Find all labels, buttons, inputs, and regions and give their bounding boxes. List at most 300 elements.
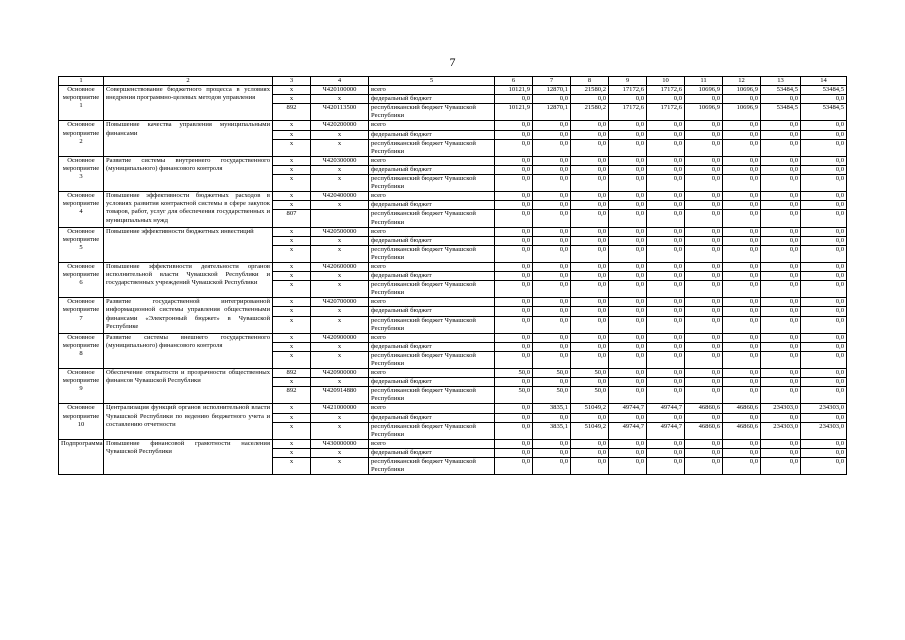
budget-code: Ч430000000 [311,439,369,448]
budget-code: x [311,413,369,422]
funding-source: федеральный бюджет [369,307,495,316]
admin-code: x [273,86,311,95]
budget-code: Ч420700000 [311,298,369,307]
amount-cell: 0,0 [801,298,847,307]
table-row [59,156,847,165]
amount-cell: 0,0 [801,156,847,165]
amount-cell: 0,0 [533,227,571,236]
amount-cell: 0,0 [723,458,761,475]
funding-source: всего [369,298,495,307]
amount-cell: 0,0 [723,298,761,307]
amount-cell: 0,0 [647,210,685,227]
amount-cell: 0,0 [647,316,685,333]
amount-cell: 53484,5 [801,104,847,121]
budget-code: Ч420900000 [311,369,369,378]
amount-cell: 0,0 [723,175,761,192]
amount-cell: 0,0 [647,439,685,448]
amount-cell: 0,0 [571,262,609,271]
amount-cell: 0,0 [723,272,761,281]
table-row [59,333,847,342]
header-cell-13: 13 [761,77,801,86]
amount-cell: 0,0 [801,227,847,236]
funding-source: федеральный бюджет [369,378,495,387]
amount-cell: 0,0 [685,236,723,245]
amount-cell: 0,0 [723,333,761,342]
admin-code: x [273,272,311,281]
funding-source: всего [369,192,495,201]
amount-cell: 0,0 [609,95,647,104]
amount-cell: 0,0 [495,130,533,139]
amount-cell: 0,0 [685,192,723,201]
amount-cell: 0,0 [647,95,685,104]
funding-source: республиканский бюджет Чувашской Республики [369,351,495,368]
amount-cell: 0,0 [723,139,761,156]
admin-code: x [273,458,311,475]
amount-cell: 0,0 [571,272,609,281]
amount-cell: 0,0 [685,439,723,448]
amount-cell: 0,0 [571,165,609,174]
amount-cell: 0,0 [761,192,801,201]
amount-cell: 0,0 [801,369,847,378]
amount-cell: 0,0 [647,458,685,475]
amount-cell: 0,0 [801,387,847,404]
amount-cell: 0,0 [609,316,647,333]
amount-cell: 17172,6 [647,104,685,121]
amount-cell: 0,0 [685,156,723,165]
amount-cell: 0,0 [647,448,685,457]
amount-cell: 0,0 [495,351,533,368]
amount-cell: 0,0 [801,413,847,422]
amount-cell: 0,0 [609,439,647,448]
amount-cell: 0,0 [761,369,801,378]
amount-cell: 0,0 [609,130,647,139]
amount-cell: 0,0 [571,236,609,245]
amount-cell: 0,0 [533,439,571,448]
amount-cell: 0,0 [495,262,533,271]
amount-cell: 0,0 [571,333,609,342]
amount-cell: 0,0 [685,298,723,307]
amount-cell: 0,0 [495,245,533,262]
amount-cell: 0,0 [761,387,801,404]
amount-cell: 0,0 [801,342,847,351]
admin-code: x [273,175,311,192]
header-cell-11: 11 [685,77,723,86]
admin-code: 892 [273,387,311,404]
header-cell-14: 14 [801,77,847,86]
admin-code: x [273,281,311,298]
amount-cell: 0,0 [571,201,609,210]
amount-cell: 0,0 [761,351,801,368]
amount-cell: 10121,9 [495,86,533,95]
amount-cell: 3835,1 [533,404,571,413]
amount-cell: 10696,9 [723,104,761,121]
admin-code: x [273,413,311,422]
amount-cell: 0,0 [533,351,571,368]
event-name: Подпрограмма [59,439,104,474]
amount-cell: 0,0 [609,281,647,298]
amount-cell: 0,0 [647,272,685,281]
amount-cell: 53484,5 [761,86,801,95]
amount-cell: 0,0 [723,130,761,139]
amount-cell: 0,0 [571,439,609,448]
event-name: Основное мероприятие 2 [59,121,104,156]
budget-code: x [311,165,369,174]
amount-cell: 0,0 [609,175,647,192]
event-description: Повышение эффективности бюджетных инвестиций [104,227,273,262]
amount-cell: 0,0 [647,175,685,192]
admin-code: x [273,236,311,245]
table-row [59,404,847,413]
amount-cell: 0,0 [609,272,647,281]
budget-code: Ч420100000 [311,86,369,95]
amount-cell: 0,0 [761,130,801,139]
page-number: 7 [449,55,456,69]
amount-cell: 0,0 [761,448,801,457]
amount-cell: 0,0 [609,342,647,351]
funding-source: всего [369,227,495,236]
amount-cell: 53484,5 [801,86,847,95]
amount-cell: 50,0 [533,369,571,378]
amount-cell: 0,0 [723,165,761,174]
amount-cell: 0,0 [801,439,847,448]
amount-cell: 53484,5 [761,104,801,121]
amount-cell: 10696,9 [723,86,761,95]
amount-cell: 0,0 [495,139,533,156]
amount-cell: 0,0 [685,165,723,174]
amount-cell: 0,0 [571,175,609,192]
funding-source: всего [369,439,495,448]
funding-source: всего [369,369,495,378]
amount-cell: 0,0 [533,342,571,351]
header-row [59,77,847,86]
budget-code: x [311,307,369,316]
event-description: Развитие системы внутреннего государственного (муниципального) финансового контроля [104,156,273,191]
amount-cell: 0,0 [571,413,609,422]
budget-code [311,210,369,227]
amount-cell: 0,0 [685,227,723,236]
funding-source: федеральный бюджет [369,272,495,281]
admin-code: x [273,404,311,413]
amount-cell: 50,0 [571,369,609,378]
budget-code: x [311,95,369,104]
funding-source: федеральный бюджет [369,342,495,351]
amount-cell: 0,0 [533,236,571,245]
budget-code: x [311,130,369,139]
admin-code: x [273,121,311,130]
amount-cell: 0,0 [647,333,685,342]
header-cell-2: 2 [104,77,273,86]
amount-cell: 10696,9 [685,104,723,121]
amount-cell: 0,0 [495,175,533,192]
amount-cell: 0,0 [723,210,761,227]
amount-cell: 0,0 [723,281,761,298]
amount-cell: 0,0 [571,156,609,165]
funding-source: федеральный бюджет [369,413,495,422]
budget-code: x [311,281,369,298]
funding-source: всего [369,262,495,271]
event-name: Основное мероприятие 10 [59,404,104,439]
budget-code: x [311,201,369,210]
table-row [59,298,847,307]
header-cell-6: 6 [495,77,533,86]
amount-cell: 0,0 [495,272,533,281]
amount-cell: 0,0 [685,369,723,378]
funding-source: республиканский бюджет Чувашской Республики [369,104,495,121]
amount-cell: 0,0 [571,307,609,316]
amount-cell: 0,0 [647,156,685,165]
event-name: Основное мероприятие 1 [59,86,104,121]
header-cell-5: 5 [369,77,495,86]
amount-cell: 0,0 [723,342,761,351]
amount-cell: 0,0 [647,298,685,307]
amount-cell: 0,0 [801,307,847,316]
header-cell-3: 3 [273,77,311,86]
amount-cell: 0,0 [801,378,847,387]
amount-cell: 46860,6 [723,404,761,413]
amount-cell: 0,0 [685,139,723,156]
amount-cell: 0,0 [801,210,847,227]
amount-cell: 0,0 [801,458,847,475]
amount-cell: 0,0 [609,139,647,156]
amount-cell: 0,0 [761,236,801,245]
amount-cell: 0,0 [533,95,571,104]
amount-cell: 0,0 [571,245,609,262]
header-cell-7: 7 [533,77,571,86]
header-cell-10: 10 [647,77,685,86]
amount-cell: 49744,7 [647,404,685,413]
funding-source: всего [369,86,495,95]
amount-cell: 0,0 [685,245,723,262]
budget-code: Ч420914880 [311,387,369,404]
funding-source: федеральный бюджет [369,236,495,245]
amount-cell: 0,0 [609,369,647,378]
admin-code: x [273,245,311,262]
amount-cell: 0,0 [533,245,571,262]
amount-cell: 0,0 [647,262,685,271]
amount-cell: 0,0 [571,227,609,236]
admin-code: x [273,165,311,174]
amount-cell: 0,0 [801,130,847,139]
amount-cell: 0,0 [801,448,847,457]
event-name: Основное мероприятие 9 [59,369,104,404]
amount-cell: 0,0 [685,351,723,368]
amount-cell: 0,0 [685,95,723,104]
amount-cell: 0,0 [533,448,571,457]
amount-cell: 21580,2 [571,104,609,121]
amount-cell: 50,0 [533,387,571,404]
amount-cell: 0,0 [761,281,801,298]
amount-cell: 0,0 [685,210,723,227]
admin-code: x [273,378,311,387]
amount-cell: 50,0 [495,387,533,404]
amount-cell: 0,0 [609,307,647,316]
amount-cell: 0,0 [801,139,847,156]
amount-cell: 0,0 [533,130,571,139]
header-cell-1: 1 [59,77,104,86]
admin-code: x [273,333,311,342]
amount-cell: 0,0 [571,130,609,139]
amount-cell: 0,0 [571,281,609,298]
amount-cell: 0,0 [685,201,723,210]
amount-cell: 0,0 [723,201,761,210]
amount-cell: 0,0 [609,165,647,174]
amount-cell: 0,0 [533,458,571,475]
amount-cell: 0,0 [801,351,847,368]
amount-cell: 0,0 [761,210,801,227]
amount-cell: 0,0 [685,378,723,387]
amount-cell: 0,0 [723,121,761,130]
amount-cell: 0,0 [495,281,533,298]
amount-cell: 0,0 [761,378,801,387]
header-cell-4: 4 [311,77,369,86]
amount-cell: 0,0 [533,121,571,130]
amount-cell: 0,0 [533,307,571,316]
amount-cell: 0,0 [801,165,847,174]
amount-cell: 0,0 [801,333,847,342]
event-name: Основное мероприятие 3 [59,156,104,191]
amount-cell: 0,0 [495,156,533,165]
admin-code: x [273,307,311,316]
amount-cell: 0,0 [495,165,533,174]
event-name: Основное мероприятие 7 [59,298,104,333]
amount-cell: 0,0 [495,307,533,316]
amount-cell: 0,0 [761,413,801,422]
table-row [59,369,847,378]
funding-source: всего [369,404,495,413]
amount-cell: 0,0 [571,378,609,387]
amount-cell: 0,0 [571,121,609,130]
admin-code: x [273,298,311,307]
amount-cell: 21580,2 [571,86,609,95]
budget-code: Ч420113500 [311,104,369,121]
amount-cell: 10121,9 [495,104,533,121]
budget-code: Ч420500000 [311,227,369,236]
amount-cell: 0,0 [609,351,647,368]
amount-cell: 0,0 [495,422,533,439]
admin-code: x [273,192,311,201]
budget-code: x [311,458,369,475]
amount-cell: 0,0 [761,121,801,130]
budget-code: x [311,378,369,387]
amount-cell: 50,0 [571,387,609,404]
amount-cell: 0,0 [761,298,801,307]
amount-cell: 0,0 [723,95,761,104]
budget-code: x [311,316,369,333]
amount-cell: 0,0 [723,245,761,262]
event-name: Основное мероприятие 5 [59,227,104,262]
amount-cell: 0,0 [647,201,685,210]
amount-cell: 0,0 [609,298,647,307]
amount-cell: 0,0 [533,272,571,281]
amount-cell: 234303,0 [761,404,801,413]
amount-cell: 234303,0 [801,404,847,413]
funding-source: всего [369,156,495,165]
amount-cell: 0,0 [685,281,723,298]
amount-cell: 0,0 [495,439,533,448]
amount-cell: 234303,0 [761,422,801,439]
amount-cell: 46860,6 [723,422,761,439]
amount-cell: 0,0 [571,210,609,227]
table-row [59,439,847,448]
funding-source: всего [369,121,495,130]
admin-code: x [273,156,311,165]
event-name: Основное мероприятие 8 [59,333,104,368]
amount-cell: 0,0 [723,439,761,448]
amount-cell: 0,0 [571,298,609,307]
admin-code: x [273,130,311,139]
amount-cell: 0,0 [761,95,801,104]
amount-cell: 0,0 [495,448,533,457]
amount-cell: 0,0 [685,175,723,192]
amount-cell: 0,0 [723,369,761,378]
admin-code: x [273,351,311,368]
amount-cell: 0,0 [609,262,647,271]
amount-cell: 0,0 [533,210,571,227]
funding-source: федеральный бюджет [369,448,495,457]
amount-cell: 0,0 [495,210,533,227]
amount-cell: 0,0 [801,316,847,333]
amount-cell: 0,0 [647,342,685,351]
admin-code: x [273,422,311,439]
amount-cell: 0,0 [571,95,609,104]
amount-cell: 0,0 [647,130,685,139]
amount-cell: 0,0 [761,458,801,475]
amount-cell: 0,0 [647,369,685,378]
amount-cell: 0,0 [685,121,723,130]
amount-cell: 3835,1 [533,422,571,439]
amount-cell: 0,0 [801,236,847,245]
amount-cell: 0,0 [647,307,685,316]
amount-cell: 0,0 [761,165,801,174]
table-row [59,121,847,130]
amount-cell: 0,0 [571,458,609,475]
amount-cell: 0,0 [533,165,571,174]
amount-cell: 0,0 [533,156,571,165]
amount-cell: 0,0 [647,192,685,201]
event-description: Совершенствование бюджетного процесса в условиях внедрения программно-целевых методов управления [104,86,273,121]
budget-code: x [311,422,369,439]
amount-cell: 0,0 [685,448,723,457]
amount-cell: 0,0 [609,227,647,236]
amount-cell: 0,0 [723,378,761,387]
amount-cell: 0,0 [647,387,685,404]
amount-cell: 0,0 [533,413,571,422]
amount-cell: 0,0 [761,201,801,210]
admin-code: x [273,95,311,104]
amount-cell: 0,0 [495,458,533,475]
amount-cell: 0,0 [801,272,847,281]
funding-source: республиканский бюджет Чувашской Республики [369,316,495,333]
amount-cell: 0,0 [723,387,761,404]
budget-code: x [311,351,369,368]
event-name: Основное мероприятие 6 [59,262,104,297]
amount-cell: 0,0 [801,95,847,104]
amount-cell: 0,0 [761,333,801,342]
admin-code: x [273,448,311,457]
amount-cell: 0,0 [533,281,571,298]
amount-cell: 0,0 [495,201,533,210]
amount-cell: 49744,7 [609,422,647,439]
amount-cell: 0,0 [685,342,723,351]
amount-cell: 0,0 [609,201,647,210]
amount-cell: 0,0 [647,413,685,422]
amount-cell: 10696,9 [685,86,723,95]
amount-cell: 0,0 [761,307,801,316]
amount-cell: 0,0 [801,281,847,298]
funding-source: федеральный бюджет [369,201,495,210]
amount-cell: 0,0 [761,139,801,156]
amount-cell: 0,0 [801,121,847,130]
